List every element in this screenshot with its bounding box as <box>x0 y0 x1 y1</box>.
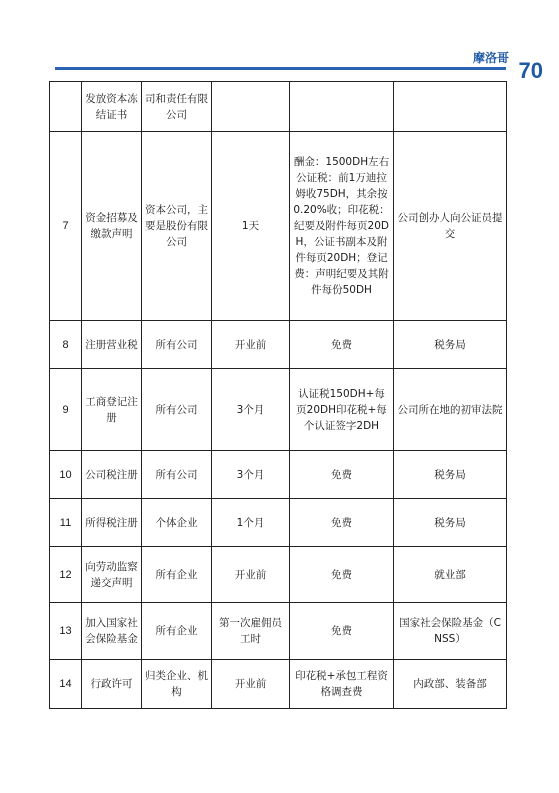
procedure-table <box>49 81 507 709</box>
responsible-office: 公司创办人向公证员提交 <box>394 132 507 321</box>
table-row <box>50 82 507 132</box>
procedure-name: 加入国家社会保险基金 <box>82 603 142 660</box>
responsible-office: 税务局 <box>394 451 507 499</box>
processing-time: 开业前 <box>212 321 290 369</box>
table-row <box>50 132 507 321</box>
fee: 免费 <box>290 603 394 660</box>
applicable-entity: 司和责任有限公司 <box>142 82 212 132</box>
row-number: 13 <box>50 603 82 660</box>
processing-time: 3个月 <box>212 369 290 451</box>
fee: 印花税+承包工程资格调查费 <box>290 660 394 709</box>
page-number: 70 <box>518 58 543 83</box>
table-row <box>50 369 507 451</box>
responsible-office: 税务局 <box>394 321 507 369</box>
table-row <box>50 451 507 499</box>
row-number <box>50 82 82 132</box>
procedure-name: 公司税注册 <box>82 451 142 499</box>
table-row <box>50 499 507 547</box>
procedure-name: 所得税注册 <box>82 499 142 547</box>
fee: 认证税150DH+每页20DH印花税+每个认证签字2DH <box>290 369 394 451</box>
responsible-office: 国家社会保险基金（CNSS） <box>394 603 507 660</box>
table-row <box>50 321 507 369</box>
responsible-office <box>394 82 507 132</box>
applicable-entity: 所有公司 <box>142 321 212 369</box>
applicable-entity: 资本公司，主要是股份有限公司 <box>142 132 212 321</box>
fee <box>290 82 394 132</box>
processing-time: 开业前 <box>212 547 290 603</box>
procedure-name: 资金招募及缴款声明 <box>82 132 142 321</box>
fee: 免费 <box>290 499 394 547</box>
fee: 免费 <box>290 321 394 369</box>
processing-time: 开业前 <box>212 660 290 709</box>
header-title: 摩洛哥 <box>472 51 509 65</box>
procedure-name: 发放资本冻结证书 <box>82 82 142 132</box>
processing-time: 1天 <box>212 132 290 321</box>
applicable-entity: 所有企业 <box>142 603 212 660</box>
row-number: 10 <box>50 451 82 499</box>
header-rule <box>55 67 506 70</box>
table-row <box>50 547 507 603</box>
fee: 酬金：1500DH左右公证税：前1万迪拉姆收75DH，其余按0.20%收；印花税：纪要及附件每页20DH，公证书副本及附件每页20DH；登记费：声明纪要及其附件每份50DH <box>290 132 394 321</box>
table-row <box>50 660 507 709</box>
procedure-name: 工商登记注册 <box>82 369 142 451</box>
applicable-entity: 所有公司 <box>142 369 212 451</box>
responsible-office: 就业部 <box>394 547 507 603</box>
applicable-entity: 所有公司 <box>142 451 212 499</box>
row-number: 14 <box>50 660 82 709</box>
table-row <box>50 603 507 660</box>
applicable-entity: 归类企业、机构 <box>142 660 212 709</box>
row-number: 9 <box>50 369 82 451</box>
row-number: 12 <box>50 547 82 603</box>
processing-time: 3个月 <box>212 451 290 499</box>
row-number: 7 <box>50 132 82 321</box>
processing-time: 第一次雇佣员工时 <box>212 603 290 660</box>
processing-time <box>212 82 290 132</box>
processing-time: 1个月 <box>212 499 290 547</box>
responsible-office: 内政部、装备部 <box>394 660 507 709</box>
applicable-entity: 个体企业 <box>142 499 212 547</box>
row-number: 11 <box>50 499 82 547</box>
fee: 免费 <box>290 547 394 603</box>
responsible-office: 公司所在地的初审法院 <box>394 369 507 451</box>
procedure-name: 向劳动监察递交声明 <box>82 547 142 603</box>
procedure-name: 注册营业税 <box>82 321 142 369</box>
fee: 免费 <box>290 451 394 499</box>
applicable-entity: 所有企业 <box>142 547 212 603</box>
procedure-name: 行政许可 <box>82 660 142 709</box>
row-number: 8 <box>50 321 82 369</box>
responsible-office: 税务局 <box>394 499 507 547</box>
